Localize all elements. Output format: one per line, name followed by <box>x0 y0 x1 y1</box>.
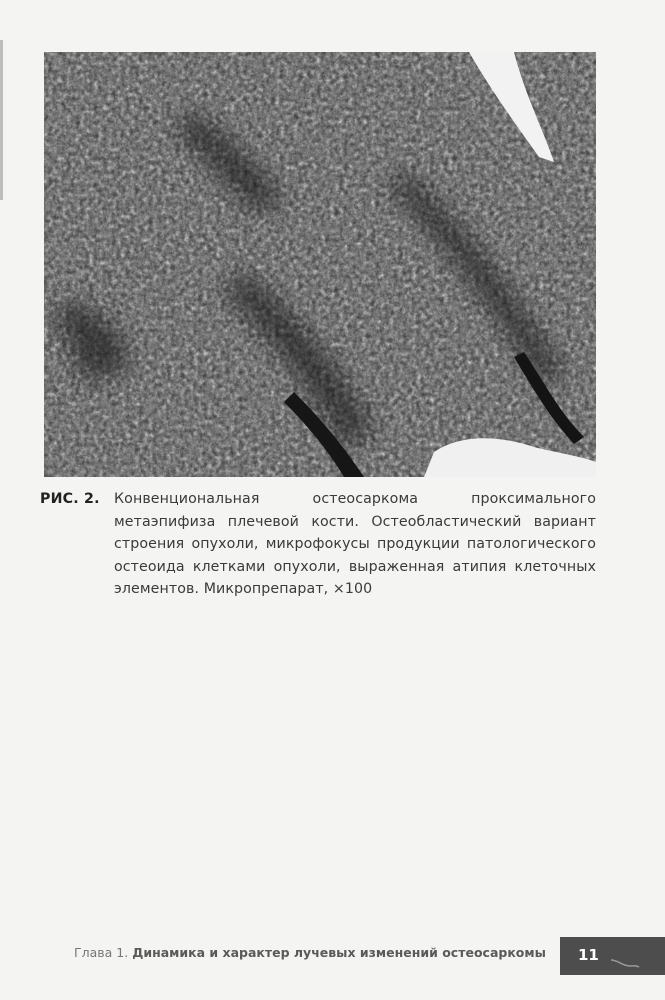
figure-caption <box>40 488 596 601</box>
page-number: 11 <box>578 946 599 964</box>
micrograph-texture <box>44 52 596 477</box>
decorative-squiggle-icon <box>610 957 640 969</box>
page-edge-mark <box>0 40 3 200</box>
micrograph-image <box>44 52 596 477</box>
page-number-box <box>560 937 665 975</box>
chapter-number: Глава 1. <box>74 945 129 960</box>
chapter-title: Динамика и характер лучевых изменений остеосаркомы <box>132 945 546 960</box>
figure-caption-text: Конвенциональная остеосаркома проксимального метаэпифиза плечевой кости. Остеобластический вариант строения опухоли, микрофокусы продукции патологического остеоида клетками опухоли, выраженная атипия клеточных элементов. Микропрепарат, ×100 <box>114 491 596 597</box>
running-footer <box>74 945 546 960</box>
figure-label: РИС. 2. <box>40 491 100 507</box>
